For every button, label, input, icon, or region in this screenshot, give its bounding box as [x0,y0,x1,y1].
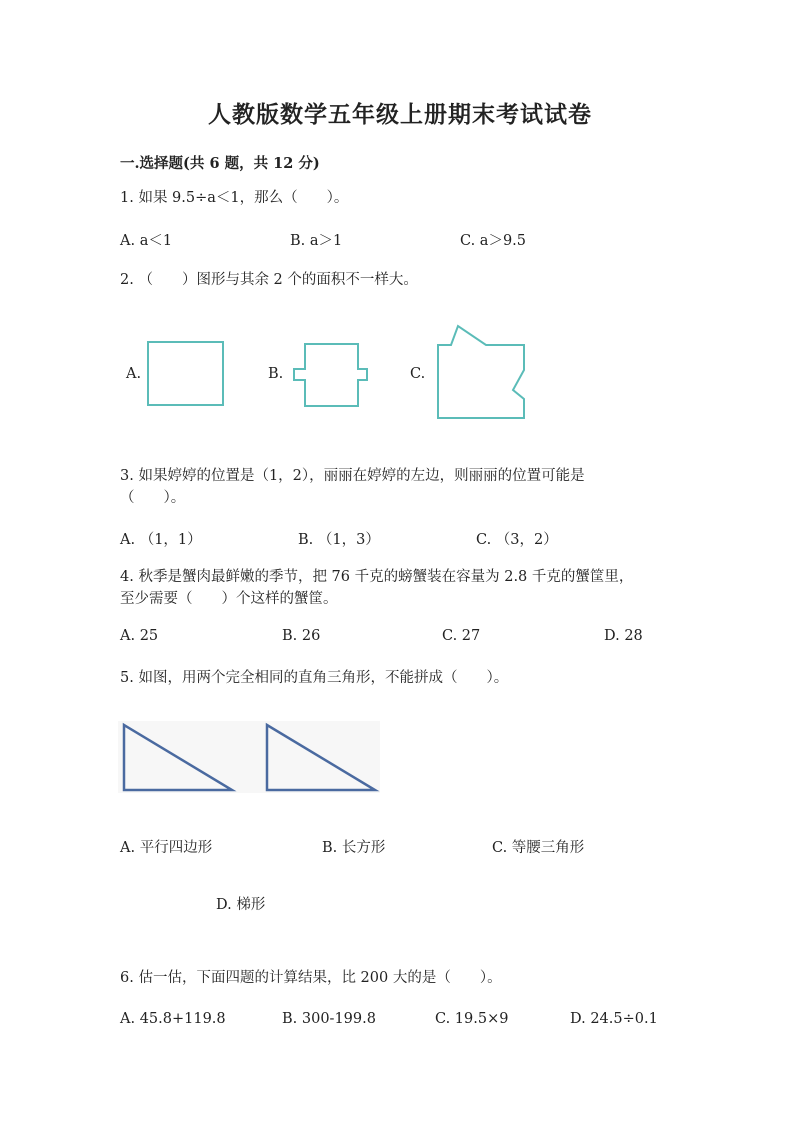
question-2-stem: 2. （ ）图形与其余 2 个的面积不一样大。 [120,272,418,288]
question-1-option-c[interactable]: C. a＞9.5 [460,233,527,249]
section-heading: 一.选择题(共 6 题，共 12 分) [120,155,320,172]
question-4-stem-line1: 4. 秋季是蟹肉最鲜嫩的季节，把 76 千克的螃蟹装在容量为 2.8 千克的蟹筐里， [120,569,634,585]
figure-label-c: C. [410,366,426,382]
question-6-stem: 6. 估一估，下面四题的计算结果，比 200 大的是（ ）。 [120,970,502,986]
question-3-stem-line2: （ ）。 [120,490,186,506]
question-3-stem-line1: 3. 如果婷婷的位置是（1，2），丽丽在婷婷的左边，则丽丽的位置可能是 [120,468,585,484]
question-6-option-b[interactable]: B. 300-199.8 [282,1011,376,1027]
question-1-stem: 1. 如果 9.5÷a＜1，那么（ ）。 [120,190,349,206]
figure-label-a: A. [126,366,142,382]
question-3-option-a[interactable]: A. （1，1） [120,532,202,548]
question-6-option-d[interactable]: D. 24.5÷0.1 [570,1011,658,1027]
question-1-option-a[interactable]: A. a＜1 [120,233,173,249]
question-5-option-c[interactable]: C. 等腰三角形 [492,840,585,856]
question-5-option-b[interactable]: B. 长方形 [322,840,386,856]
question-5-option-a[interactable]: A. 平行四边形 [120,840,213,856]
question-4-option-d[interactable]: D. 28 [604,628,643,644]
question-4-option-c[interactable]: C. 27 [442,628,481,644]
figure-label-b: B. [268,366,284,382]
question-5-option-d[interactable]: D. 梯形 [216,897,266,913]
question-5-stem: 5. 如图，用两个完全相同的直角三角形，不能拼成（ ）。 [120,670,509,686]
page-title: 人教版数学五年级上册期末考试试卷 [208,101,592,128]
question-1-option-b[interactable]: B. a＞1 [290,233,343,249]
question-3-option-b[interactable]: B. （1，3） [298,532,380,548]
question-4-option-b[interactable]: B. 26 [282,628,321,644]
question-6-option-c[interactable]: C. 19.5×9 [435,1011,509,1027]
question-4-option-a[interactable]: A. 25 [120,628,159,644]
question-6-option-a[interactable]: A. 45.8+119.8 [120,1011,226,1027]
question-4-stem-line2: 至少需要（ ）个这样的蟹筐。 [120,591,338,607]
question-3-option-c[interactable]: C. （3，2） [476,532,558,548]
